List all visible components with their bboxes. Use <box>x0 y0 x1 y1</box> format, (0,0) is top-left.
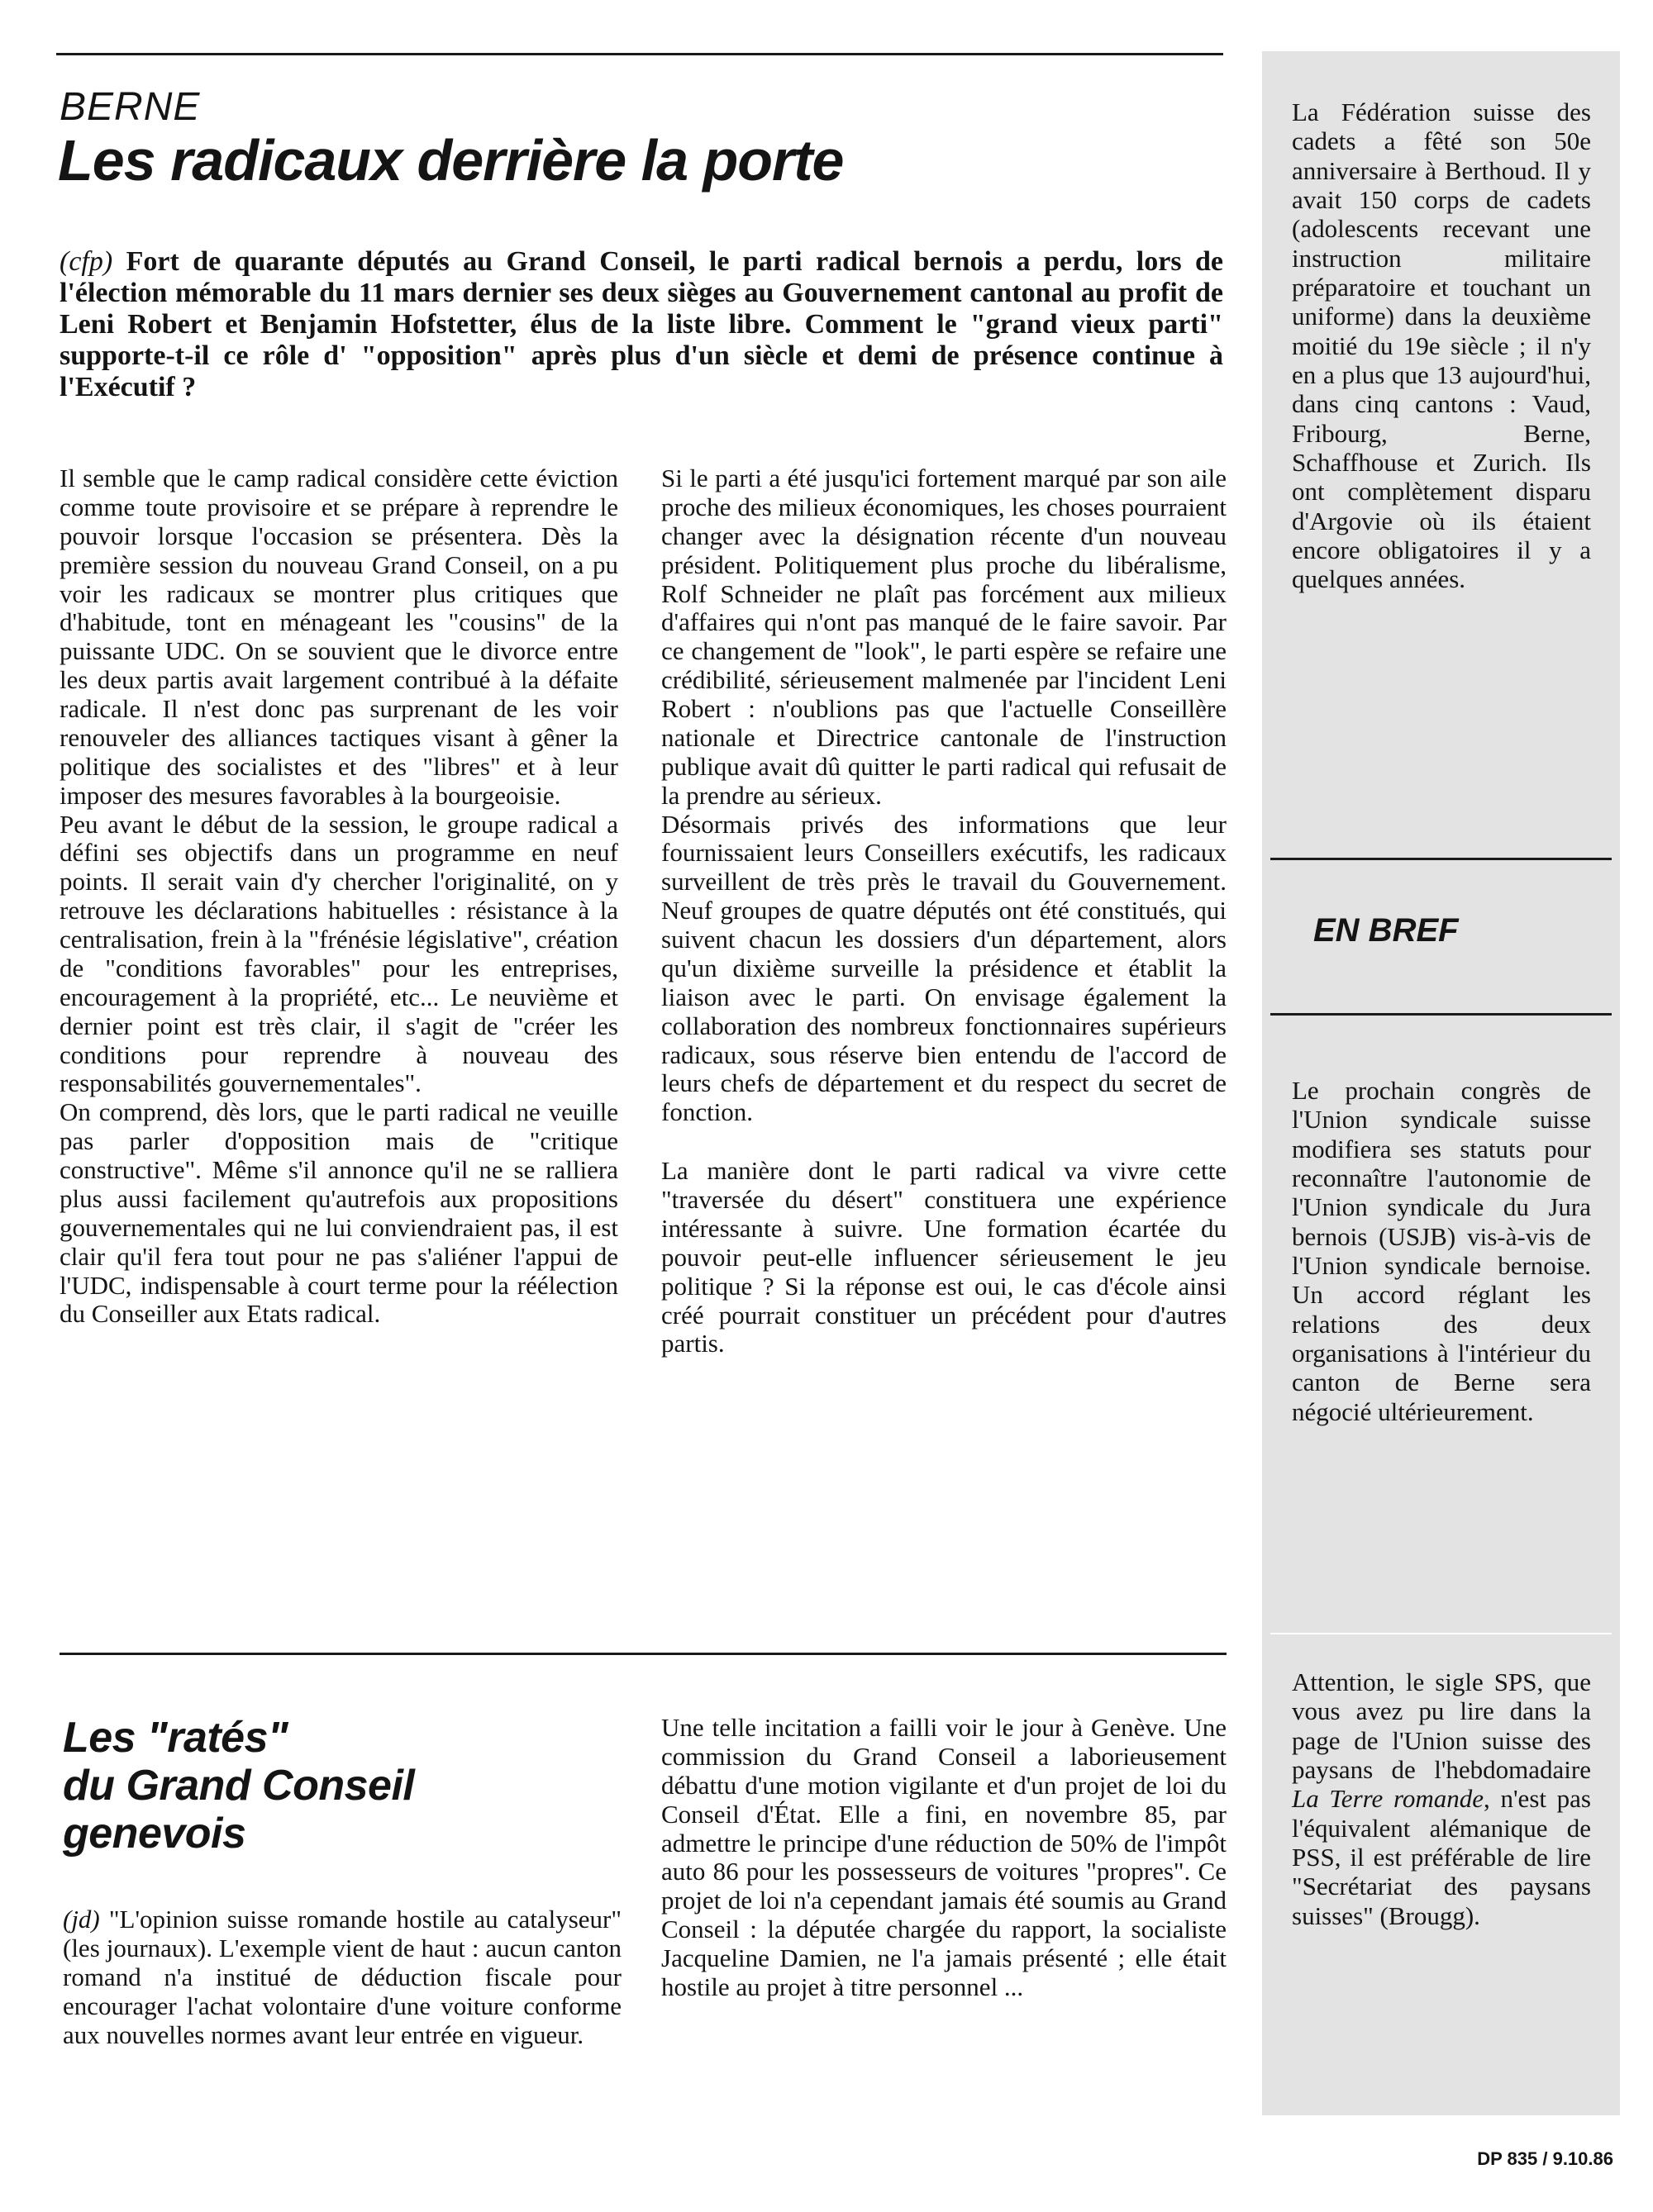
sidebar-item-cadets: La Fédération suisse des cadets a fêté son 50e anniversaire à Berthoud. Il y avait 150 corps de cadets (adolescents recevant une instruction militaire préparatoire et touchant un uniforme) dans la deuxième moitié du 19e siècle ; il n'y en a plus que 13 aujourd'hui, dans cinq cantons : Vaud, Fribourg, Berne, Schaffhouse et Zurich. Ils ont complètement disparu d'Argovie où ils étaient encore obligatoires il y a quelques années. <box>1292 98 1591 594</box>
sidebar-rule <box>1270 858 1612 860</box>
bottom-source: (jd) <box>63 1905 100 1934</box>
paragraph: La manière dont le parti radical va vivre cette "traversée du désert" constituera une expérience intéressante à suivre. Une formation écartée du pouvoir peut-elle influencer sérieusement le jeu politique ? Si la réponse est oui, le cas d'école ainsi créé pourrait constituer un précédent pour d'autres partis. <box>661 1156 1227 1358</box>
article-headline: Les radicaux derrière la porte <box>58 128 844 193</box>
headline-line: Les "ratés" <box>63 1714 288 1762</box>
sps-text-b: , n'est pas l'équivalent alémanique de PSS, il est préférable de lire "Secrétariat des paysans suisses" (Brougg). <box>1292 1784 1591 1930</box>
article-lead <box>60 246 1223 403</box>
headline-line: genevois <box>63 1810 246 1858</box>
sidebar-divider <box>1270 1633 1612 1634</box>
article-column-1 <box>60 464 618 1329</box>
top-rule <box>56 53 1223 55</box>
paragraph: Peu avant le début de la session, le groupe radical a défini ses objectifs dans un programme en neuf points. Il serait vain d'y chercher l'originalité, on y retrouve les déclarations habituelles : résistance à la centralisation, frein à la "frénésie législative", création de "conditions favorables" pour les entreprises, encouragement à la propriété, etc... Le neuvième et dernier point est très clair, il s'agit de "créer les conditions pour reprendre à nouveau des responsabilités gouvernementales". <box>60 809 618 1098</box>
sidebar-item-sps <box>1292 1667 1591 1930</box>
issue-footer: DP 835 / 9.10.86 <box>1477 2148 1613 2169</box>
sps-publication: La Terre romande <box>1292 1784 1484 1814</box>
lead-text: Fort de quarante députés au Grand Conseil, le parti radical bernois a perdu, lors de l'élection mémorable du 11 mars dernier ses deux sièges au Gouvernement cantonal au profit de Leni Robert et Benjamin Hofstetter, élus de la liste libre. Comment le "grand vieux parti" supporte-t-il ce rôle d' "opposition" après plus d'un siècle et demi de présence continue à l'Exécutif ? <box>60 246 1223 403</box>
headline-line: du Grand Conseil <box>63 1762 415 1810</box>
paragraph: Désormais privés des informations que leur fournissaient leurs Conseillers exécutifs, les radicaux surveillent de très près le travail du Gouvernement. Neuf groupes de quatre députés ont été constitués, qui suivent chacun les dossiers d'un département, alors qu'un dixième surveille la présidence et établit la liaison avec le parti. On envisage également la collaboration des nombreux fonctionnaires supérieurs radicaux, sous réserve bien entendu de l'accord de leurs chefs de département et du respect du secret de fonction. <box>661 809 1227 1127</box>
article-kicker: BERNE <box>60 85 201 129</box>
bottom-article-column-2 <box>661 1714 1227 2002</box>
article-column-2 <box>661 464 1227 1358</box>
paragraph: Si le parti a été jusqu'ici fortement marqué par son aile proche des milieux économiques, les choses pourraient changer avec la désignation récente d'un nouveau président. Politiquement plus proche du libéralisme, Rolf Schneider ne plaît pas forcément aux milieux d'affaires qui n'ont pas manqué de le faire savoir. Par ce changement de "look", le parti espère se refaire une crédibilité, sérieusement malmenée par l'incident Leni Robert : n'oublions pas que l'actuelle Conseillère nationale et Directrice cantonale de l'instruction publique avait dû quitter le parti radical qui refusait de la prendre au sérieux. <box>661 464 1227 810</box>
sps-text-a: Attention, le sigle SPS, que vous avez pu lire dans la page de l'Union suisse des paysans de l'hebdomadaire <box>1292 1667 1591 1784</box>
sidebar-rule <box>1270 1013 1612 1016</box>
paragraph: Il semble que le camp radical considère cette éviction comme toute provisoire et se prépare à reprendre le pouvoir lorsque l'occasion se présentera. Dès la première session du nouveau Grand Conseil, on a pu voir les radicaux se montrer plus critiques que d'habitude, tont en ménageant les "cousins" de la puissante UDC. On se souvient que le divorce entre les deux partis avait largement contribué à la défaite radicale. Il n'est donc pas surprenant de les voir renouveler des alliances tactiques visant à gêner la politique des socialistes et des "libres" et à leur imposer des mesures favorables à la bourgeoisie. <box>60 464 618 810</box>
paragraph: On comprend, dès lors, que le parti radical ne veuille pas parler d'opposition mais de "critique constructive". Même s'il annonce qu'il ne se ralliera plus aussi facilement qu'autrefois aux propositions gouvernementales qui ne lui conviendraient pas, il est clair qu'il fera tout pour ne pas s'aliéner l'appui de l'UDC, indispensable à court terme pour la réélection du Conseiller aux Etats radical. <box>60 1097 618 1329</box>
lead-source: (cfp) <box>60 246 113 277</box>
bottom-article-column-1 <box>63 1905 622 2049</box>
bottom-col2-text: Une telle incitation a failli voir le jour à Genève. Une commission du Grand Conseil a laborieusement débattu d'une motion vigilante et d'un projet de loi du Conseil d'État. Elle a fini, en novembre 85, par admettre le principe d'une réduction de 50% de l'impôt auto 86 pour les possesseurs de voitures "propres". Ce projet de loi n'a cependant jamais été soumis au Grand Conseil : la députée chargée du rapport, la socialiste Jacqueline Damien, ne l'a jamais présenté ; elle était hostile au projet à titre personnel ... <box>661 1713 1227 2001</box>
sidebar <box>1262 51 1620 2115</box>
bottom-article-headline <box>63 1714 592 1858</box>
brief-title: EN BREF <box>1313 912 1459 949</box>
sidebar-item-union: Le prochain congrès de l'Union syndicale suisse modifiera ses statuts pour reconnaître l'autonomie de l'Union syndicale du Jura bernois (USJB) vis-à-vis de l'Union syndicale bernoise. Un accord réglant les relations des deux organisations à l'intérieur du canton de Berne sera négocié ultérieurement. <box>1292 1076 1591 1426</box>
section-rule <box>60 1653 1227 1655</box>
bottom-col1-text: "L'opinion suisse romande hostile au catalyseur" (les journaux). L'exemple vient de haut : aucun canton romand n'a institué de déduction fiscale pour encourager l'achat volontaire d'une voiture conforme aux nouvelles normes avant leur entrée en vigueur. <box>63 1905 622 2049</box>
